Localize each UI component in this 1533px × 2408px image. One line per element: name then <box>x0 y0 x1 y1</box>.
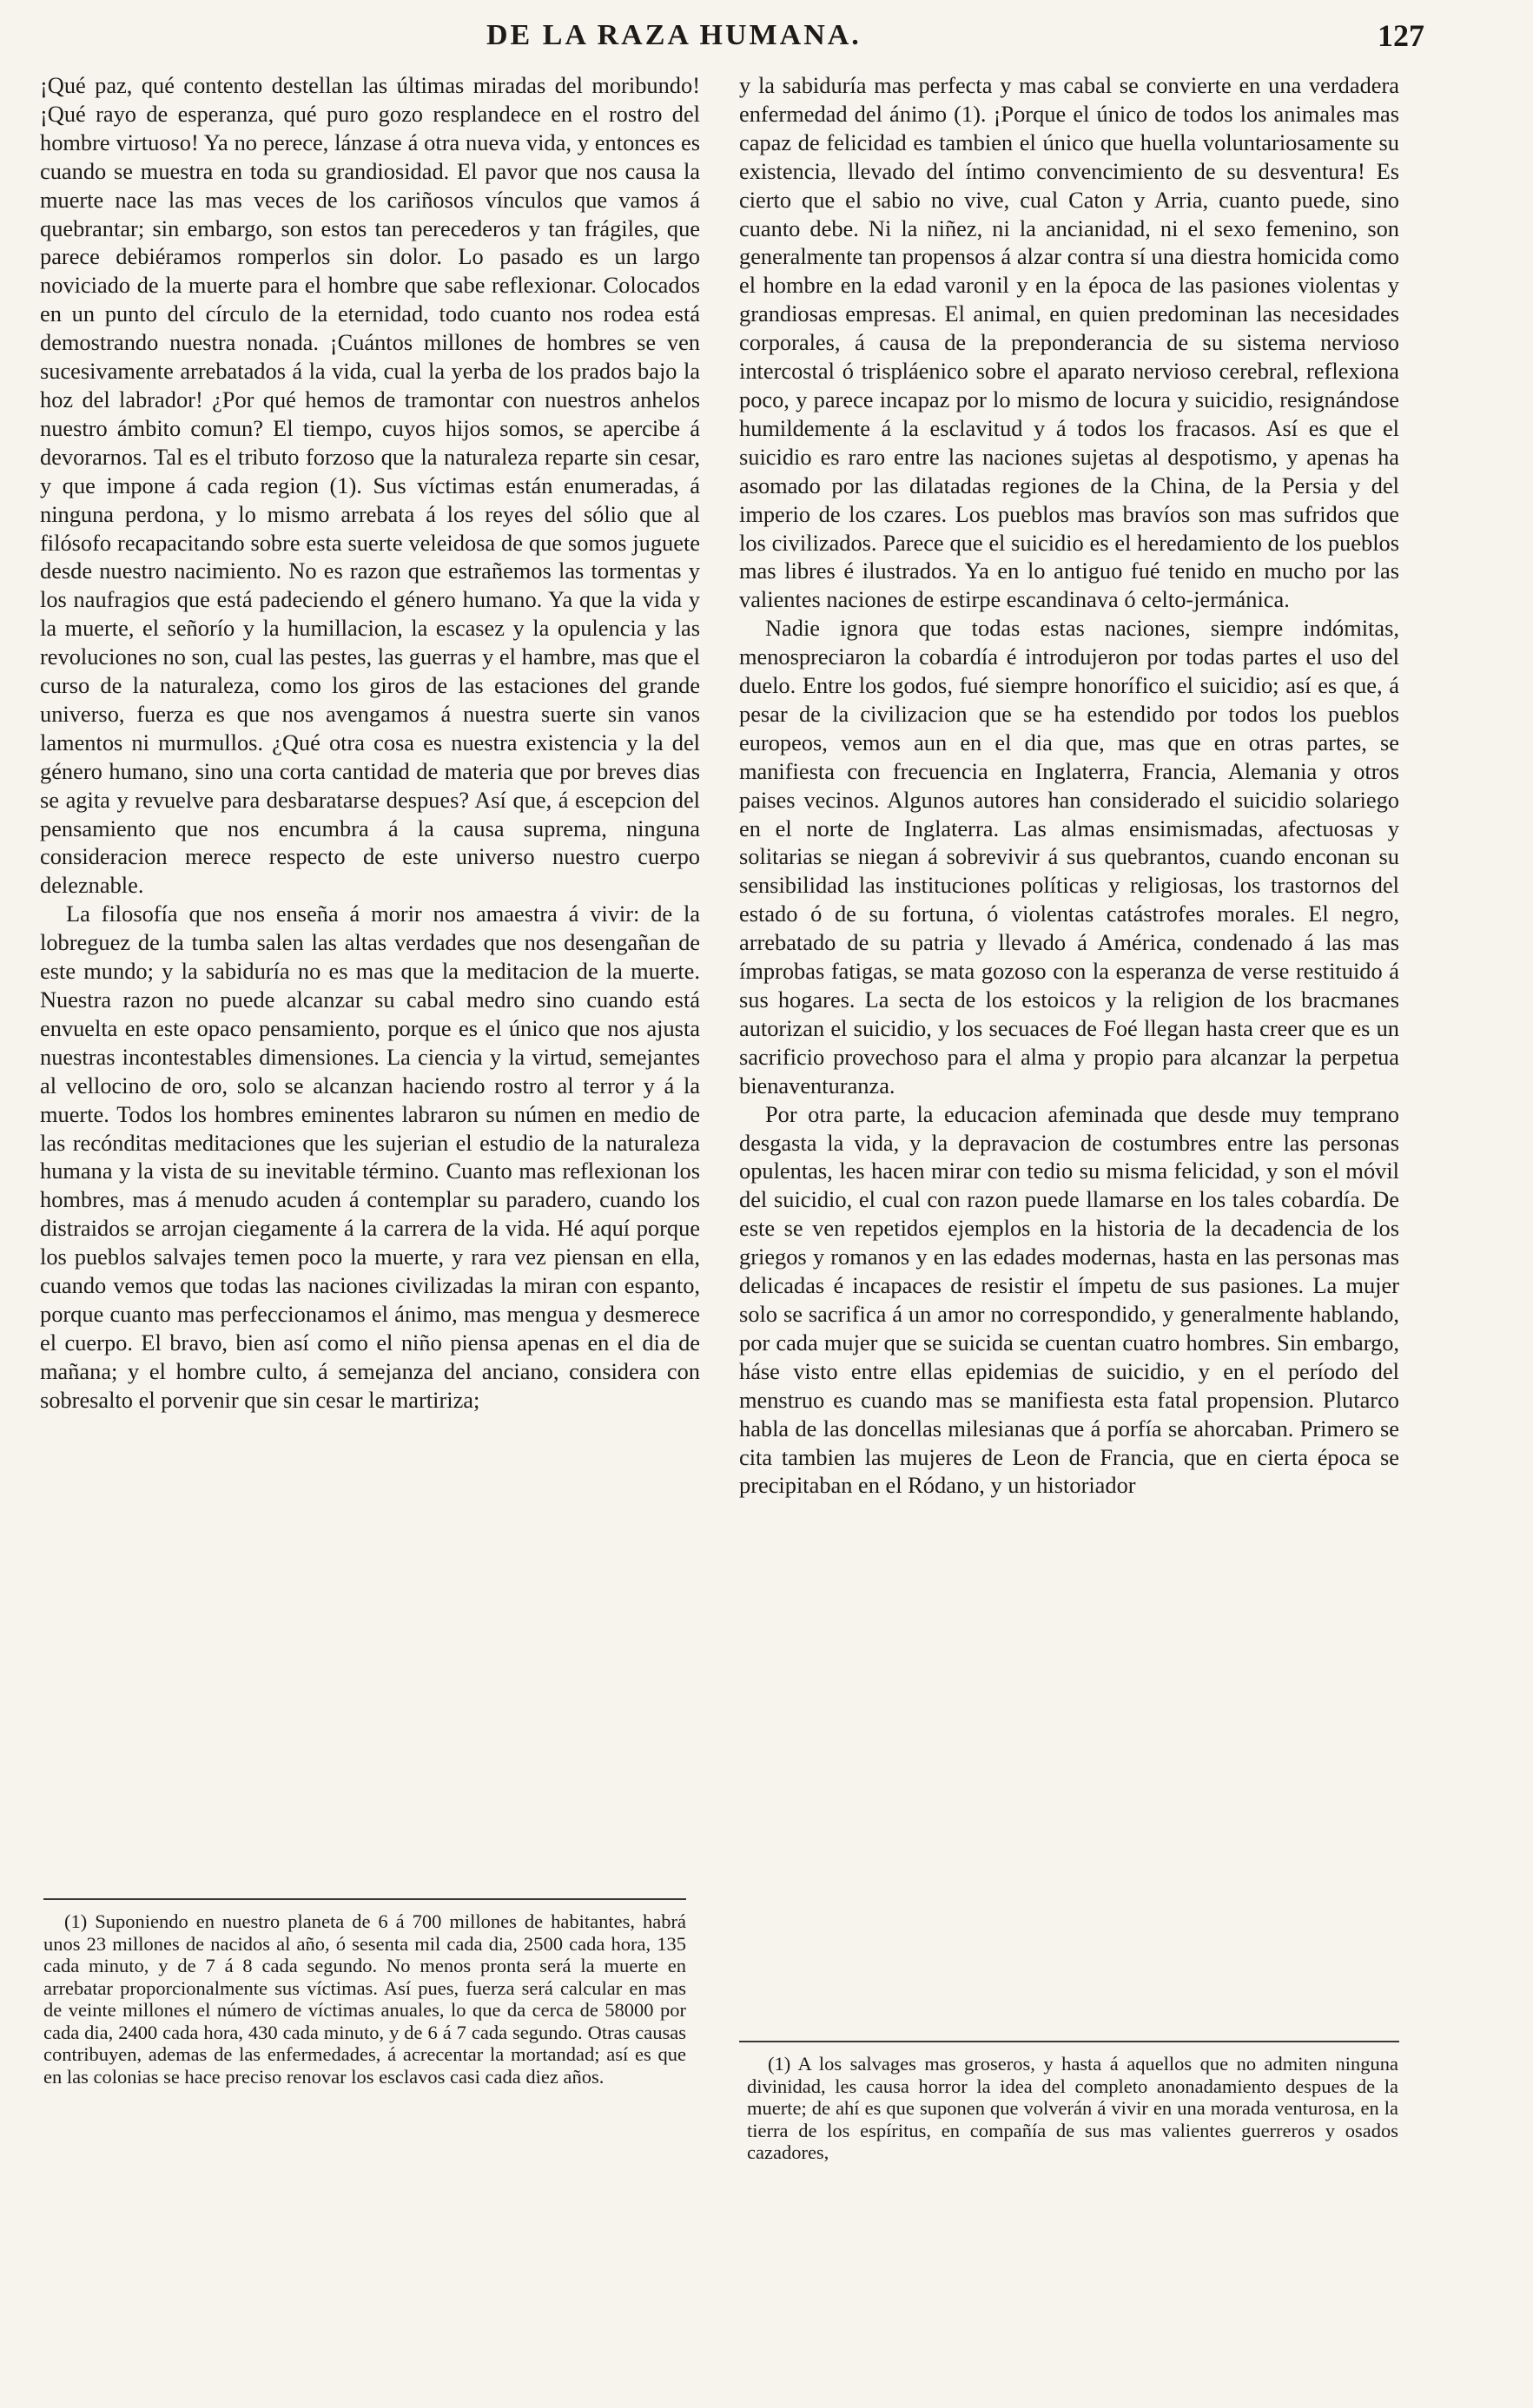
footnote-divider <box>739 2041 1399 2042</box>
footnote-text: (1) Suponiendo en nuestro planeta de 6 á 700 millones de habitantes, habrá unos 23 millones de nacidos al año, ó sesenta mil cada dia, 2500 cada hora, 135 cada minuto, y de 7 á 8 cada segundo. No menos pronta será la muerte en arrebatar proporcionalmente sus víctimas. Así pues, fuerza será calcular en mas de veinte millones el número de víctimas anuales, lo que da cerca de 58000 por cada dia, 2400 cada hora, 430 cada minuto, y de 6 á 7 cada segundo. Otras causas contribuyen, ademas de las enfermedades, á acrecentar la mortandad; así es que en las colonias se hace preciso renovar los esclavos casi cada diez años. <box>43 1910 686 2088</box>
footnote-left <box>43 1910 686 2088</box>
running-title: DE LA RAZA HUMANA. <box>486 19 862 51</box>
paragraph: y la sabiduría mas perfecta y mas cabal se convierte en una verdadera enfermedad del ánimo (1). ¡Porque el único de todos los animales mas capaz de felicidad es tambien el único que huella voluntariosamente su existencia, llevado del íntimo convencimiento de su desventura! Es cierto que el sabio no vive, cual Caton y Arria, cuanto puede, sino cuanto debe. Ni la niñez, ni la ancianidad, ni el sexo femenino, son generalmente tan propensos á alzar contra sí una diestra homicida como el hombre en la edad varonil y en la época de las pasiones violentas y grandiosas empresas. El animal, en quien predominan las necesidades corporales, á causa de la preponderancia de su sistema nervioso intercostal ó trispláenico sobre el aparato nervioso cerebral, reflexiona poco, y parece incapaz por lo mismo de locura y suicidio, resignándose humildemente á la esclavitud y á todos los fracasos. Así es que el suicidio es raro entre las naciones sujetas al despotismo, y apenas ha asomado por las dilatadas regiones de la China, de la Persia y del imperio de los czares. Los pueblos mas bravíos son mas sufridos que los civilizados. Parece que el suicidio es el heredamiento de los pueblos mas libres é ilustrados. Ya en lo antiguo fué tenido en mucho por las valientes naciones de estirpe escandinava ó celto-jermánica. <box>739 72 1399 613</box>
paragraph: La filosofía que nos enseña á morir nos amaestra á vivir: de la lobreguez de la tumba salen las altas verdades que nos desengañan de este mundo; y la sabiduría no es mas que la meditacion de la muerte. Nuestra razon no puede alcanzar su cabal medro sino cuando está envuelta en este opaco pensamiento, porque es el único que nos ajusta nuestras incontestables dimensiones. La ciencia y la virtud, semejantes al vellocino de oro, solo se alcanzan haciendo rostro al terror y á la muerte. Todos los hombres eminentes labraron su númen en medio de las recónditas meditaciones que les sujerian el estudio de la naturaleza humana y la vista de su inevitable término. Cuanto mas reflexionan los hombres, mas á menudo acuden á contemplar su paradero, cuando los distraidos se arrojan ciegamente á la carrera de la vida. Hé aquí porque los pueblos salvajes temen poco la muerte, y rara vez piensan en ella, cuando vemos que todas las naciones civilizadas la miran con espanto, porque cuanto mas perfeccionamos el ánimo, mas mengua y desmerece el cuerpo. El bravo, bien así como el niño piensa apenas en el dia de mañana; y el hombre culto, á semejanza del anciano, considera con sobresalto el porvenir que sin cesar le martiriza; <box>40 901 700 1413</box>
paragraph: Nadie ignora que todas estas naciones, siempre indómitas, menospreciaron la cobardía é introdujeron por todas partes el uso del duelo. Entre los godos, fué siempre honorífico el suicidio; así es que, á pesar de la civilizacion que se ha estendido por todos los pueblos europeos, vemos aun en el dia que, mas que en otras partes, se manifiesta con frecuencia en Inglaterra, Francia, Alemania y otros paises vecinos. Algunos autores han considerado el suicidio solariego en el norte de Inglaterra. Las almas ensimismadas, afectuosas y solitarias se niegan á sobrevivir á sus quebrantos, cuando enconan su sensibilidad las instituciones políticas y religiosas, los trastornos del estado ó de su fortuna, ó violentas catástrofes morales. El negro, arrebatado de su patria y llevado á América, condenado á las mas ímprobas fatigas, se mata gozoso con la esperanza de verse restituido á sus hogares. La secta de los estoicos y la religion de los bracmanes autorizan el suicidio, y los secuaces de Foé llegan hasta creer que es un sacrificio provechoso para el alma y propio para alcanzar la perpetua bienaventuranza. <box>739 615 1399 1098</box>
paragraph: Por otra parte, la educacion afeminada que desde muy temprano desgasta la vida, y la depravacion de costumbres entre las personas opulentas, les hacen mirar con tedio su misma felicidad, y son el móvil del suicidio, el cual con razon puede llamarse en los tales cobardía. De este se ven repetidos ejemplos en la historia de la decadencia de los griegos y romanos y en las edades modernas, hasta en las personas mas delicadas é incapaces de resistir el ímpetu de sus pasiones. La mujer solo se sacrifica á un amor no correspondido, y generalmente hablando, por cada mujer que se suicida se cuentan cuatro hombres. Sin embargo, háse visto entre ellas epidemias de suicidio, y en el período del menstruo es cuando mas se manifiesta esta fatal propension. Plutarco habla de las doncellas milesianas que á porfía se ahorcaban. Primero se cita tambien las mujeres de Leon de Francia, que en cierta época se precipitaban en el Ródano, y un historiador <box>739 1100 1399 1499</box>
footnote-text: (1) A los salvages mas groseros, y hasta á aquellos que no admiten ninguna divinidad, les causa horror la idea del completo anonadamiento despues de la muerte; de ahí es que suponen que volverán á vivir en una morada venturosa, en la tierra de los espíritus, en compañía de sus mas valientes guerreros y osados cazadores, <box>747 2053 1398 2163</box>
page-number: 127 <box>1378 18 1424 53</box>
paragraph: ¡Qué paz, qué contento destellan las últimas miradas del moribundo! ¡Qué rayo de esperanza, qué puro gozo resplandece en el rostro del hombre virtuoso! Ya no perece, lánzase á otra nueva vida, y entonces es cuando se muestra en toda su grandiosidad. El pavor que nos causa la muerte nace las mas veces de los cariñosos vínculos que vamos á quebrantar; sin embargo, son estos tan perecederos y tan frágiles, que parece debiéramos romperlos sin dolor. Lo pasado es un largo noviciado de la muerte para el hombre que sabe reflexionar. Colocados en un punto del círculo de la eternidad, todo cuanto nos rodea está demostrando nuestra nonada. ¡Cuántos millones de hombres se ven sucesivamente arrebatados á la vida, cual la yerba de los prados bajo la hoz del labrador! ¿Por qué hemos de tramontar con nuestros anhelos nuestro ámbito comun? El tiempo, cuyos hijos somos, se apercibe á devorarnos. Tal es el tributo forzoso que la naturaleza reparte sin cesar, y que impone á cada region (1). Sus víctimas están enumeradas, á ninguna perdona, y lo mismo arrebata á los reyes del sólio que al filósofo recapacitando sobre esta suerte veleidosa de que somos juguete desde nuestro nacimiento. No es razon que estrañemos las tormentas y los naufragios que está padeciendo el género humano. Ya que la vida y la muerte, el señorío y la humillacion, la escasez y la opulencia y las revoluciones no son, cual las pestes, las guerras y el hambre, mas que el curso de la naturaleza, como los giros de las estaciones del grande universo, fuerza es que nos avengamos á nuestra suerte sin vanos lamentos ni murmullos. ¿Qué otra cosa es nuestra existencia y la del género humano, sino una corta cantidad de materia que por breves dias se agita y revuelve para desbaratarse despues? Así que, á escepcion del pensamiento que nos encumbra á la causa suprema, ninguna consideracion merece respecto de este universo nuestro cuerpo deleznable. <box>40 72 700 899</box>
left-column <box>40 71 700 1415</box>
right-column <box>739 71 1399 1500</box>
footnote-divider <box>43 1898 686 1900</box>
page-header <box>35 14 1424 66</box>
footnote-right <box>747 2053 1398 2164</box>
